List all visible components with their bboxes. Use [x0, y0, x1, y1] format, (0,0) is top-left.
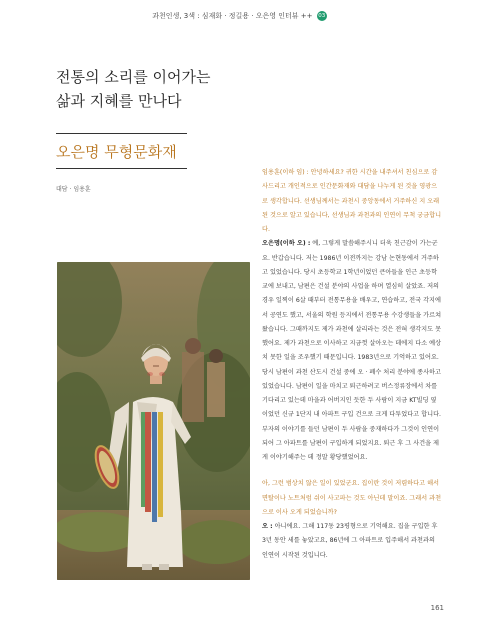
- running-header: [0, 11, 479, 21]
- answer-1-speaker: 오은명(이하 오) :: [262, 240, 311, 248]
- chapter-badge: 03: [318, 13, 326, 19]
- answer-2: [262, 520, 442, 563]
- question-2: 아, 그런 범상치 않은 일이 있었군요. 집이란 것이 저렴하다고 해서 면탈이나 노트처럼 쉬이 사고파는 것도 아닌데 말이죠. 그래서 과천으로 이사 오게 되었습니까?: [262, 480, 442, 516]
- bottom-divider: [56, 168, 187, 169]
- interviewer-credit: 대담 · 임용훈: [56, 186, 91, 193]
- page-title-line2: 삶과 지혜를 만나다: [56, 92, 182, 110]
- page-subtitle: 오은명 무형문화재: [56, 143, 177, 161]
- top-divider: [56, 133, 187, 134]
- answer-2-speaker: 오 :: [262, 523, 273, 530]
- answer-1-text: 예, 그렇게 말씀해주시니 더욱 친근감이 가는군요. 반갑습니다. 저는 1986년 이전까지는 강남 논현동에서 거주하고 있었습니다. 당시 초등학교 1학년이었던 큰아들을 인근 초등학교에 보내고, 남편은 건설 분야의 사업을 하며 열심히 살았죠. 저의 경우 일찍이 6살 때부터 전통무용을 배우고, 연습하고, 전국 각지에서 공연도 했고, 서울의 학원 등지에서 전통무용 수강생들을 가르쳐왔습니다. 그때까지도 제가 과천에 살리라는 것은 전혀 생각지도 못했어요. 제가 과천으로 이사하고 지금껏 살아오는 데에지 다소 예상치 못한 일을 조우했기 때문입니다. 1983년으로 기억하고 있어요. 당시 남편이 과천 산도시 건설 중에 오 · 폐수 처리 분야에 종사하고 있었습니다. 남편이 일을 마치고 퇴근하려고 버스정류장에서 차를 기다리고 있는데 마을과 어버지인 듯한 두 사람이 지금 KT빌딩 옆이었던 신규 1단지 내 아파트 구입 건으로 크게 다투었다고 합니다. 부자의 이야기를 들던 남편이 두 사람을 중재하다가 그것이 인연이 되어 그 아파트를 남편이 구입하게 되었지요. 퇴근 후 그 사건을 제게 이야기해주는 데 정말 황당했었어요.: [262, 240, 442, 461]
- answer-2-text: 아니에요. 그해 117동 23평형으로 기억해요. 집을 구입한 후 3년 동안 세를 놓았고요, 86년에 그 아파트로 입주해서 과천과의 인연이 시작된 것입니다.: [262, 523, 438, 559]
- running-header-text: 과천인생, 3색 : 심재화 · 정길용 · 오은영 인터뷰 ++: [152, 12, 313, 20]
- interview-body: [262, 166, 442, 563]
- page-title-line1: 전통의 소리를 이어가는: [56, 68, 211, 86]
- page-number: 161: [430, 604, 444, 612]
- dancer-photo: [57, 262, 250, 580]
- answer-1: [262, 237, 442, 465]
- question-1: 임용훈(이하 임) : 안녕하세요? 귀한 시간을 내주셔서 친심으로 감사드리고 개인적으로 인간문화재와 대담을 나누게 된 것을 영광으로 생각합니다. 선생님께서는 과천시 중앙동에서 거주하신 지 오래된 것으로 알고 있습니다, 선생님과 과천과의 인연이 무척 궁금합니다.: [262, 169, 442, 233]
